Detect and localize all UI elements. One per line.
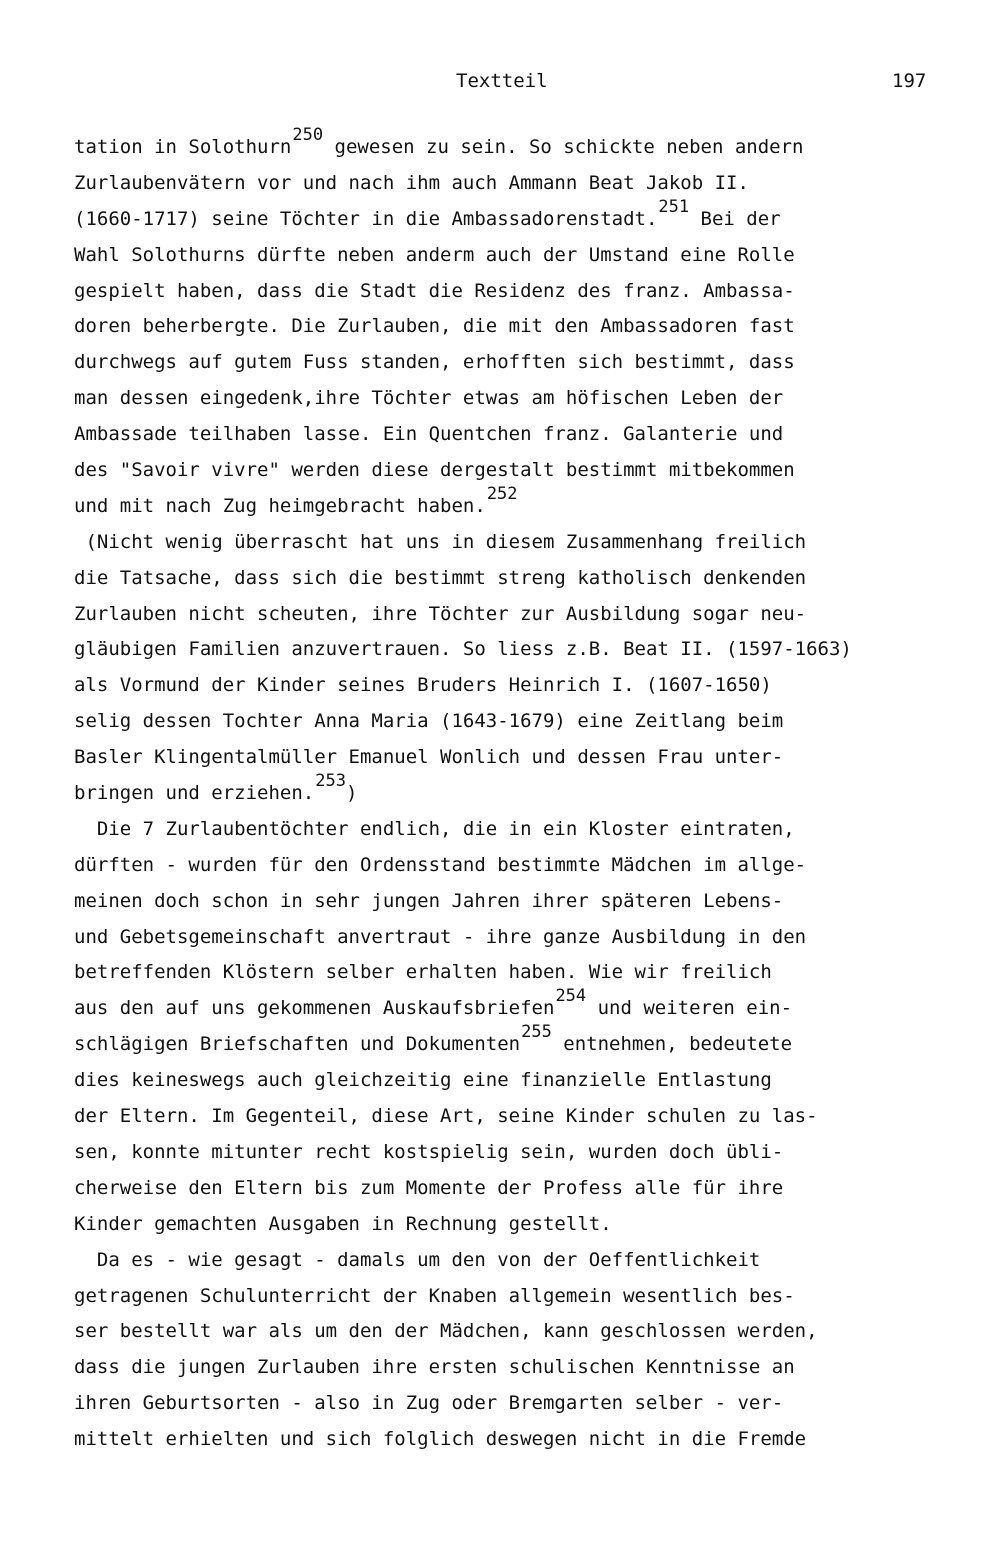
text-run: (Nicht wenig überrascht hat uns in diesem Zusammenhang freilich [74,530,807,553]
text-run: (1660-1717) seine Töchter in die Ambassadorenstadt. [74,207,658,230]
footnote-marker: 252 [486,483,518,504]
text-line [74,848,954,884]
text-line [74,668,954,704]
text-run: Kinder gemachten Ausgaben in Rechnung gestellt. [74,1212,612,1235]
text-run: gläubigen Familien anzuvertrauen. So liess z.B. Beat II. (1597-1663) [74,638,852,661]
text-run: meinen doch schon in sehr jungen Jahren ihrer späteren Lebens- [74,889,784,912]
text-run: schlägigen Briefschaften und Dokumenten [74,1033,521,1056]
footnote-marker: 250 [292,125,324,145]
text-run: tation in Solothurn [74,136,292,158]
footnote-marker: 253 [315,771,346,792]
text-run: Ambassade teilhaben lasse. Ein Quentchen franz. Galanterie und [74,423,784,446]
text-run: selig dessen Tochter Anna Maria (1643-1679) eine Zeitlang beim [74,710,784,733]
text-line [74,166,954,202]
footnote-marker: 251 [658,196,690,217]
text-run: durchwegs auf gutem Fuss standen, erhofften sich bestimmt, dass [74,351,795,374]
text-run: und mit nach Zug heimgebracht haben. [74,494,486,517]
text-run: doren beherbergte. Die Zurlauben, die mit den Ambassadoren fast [74,315,795,338]
footnote-marker: 255 [521,1022,552,1043]
text-run: getragenen Schulunterricht der Knaben allgemein wesentlich bes- [74,1284,795,1307]
text-line [74,525,954,561]
text-line [74,1207,954,1243]
body-text [74,125,954,1458]
text-line [74,704,954,740]
text-run: dies keineswegs auch gleichzeitig eine finanzielle Entlastung [74,1069,772,1092]
text-line [74,125,954,166]
text-run: Die 7 Zurlaubentöchter endlich, die in ein Kloster eintraten, [74,817,795,840]
text-run: mittelt erhielten und sich folglich deswegen nicht in die Fremde [74,1428,807,1451]
text-run: als Vormund der Kinder seines Bruders Heinrich I. (1607-1650) [74,674,772,697]
text-line [74,771,954,812]
text-line [74,309,954,345]
text-run: gespielt haben, dass die Stadt die Residenz des franz. Ambassa- [74,279,795,302]
text-run: aus den auf uns gekommenen Auskaufsbriefen [74,997,555,1020]
text-run: der Eltern. Im Gegenteil, diese Art, seine Kinder schulen zu las- [74,1105,818,1128]
text-line [74,238,954,274]
text-line [74,632,954,668]
text-line [74,597,954,633]
text-line [74,561,954,597]
text-line [74,345,954,381]
text-line [74,196,954,238]
text-run: sen, konnte mitunter recht kostspielig sein, wurden doch übli- [74,1140,784,1163]
text-run: des "Savoir vivre" werden diese dergestalt bestimmt mitbekommen [74,459,795,482]
text-run: Zurlaubenvätern vor und nach ihm auch Ammann Beat Jakob II. [74,171,749,194]
text-run: dass die jungen Zurlauben ihre ersten schulischen Kenntnisse an [74,1356,795,1379]
text-run: Da es - wie gesagt - damals um den von der Oeffentlichkeit [74,1248,761,1271]
text-run: cherweise den Eltern bis zum Momente der Profess alle für ihre [74,1176,784,1199]
text-run: bringen und erziehen. [74,782,315,805]
text-line [74,1243,954,1279]
text-line [74,274,954,310]
text-run: Bei der [689,207,781,230]
text-run: ihren Geburtsorten - also in Zug oder Bremgarten selber - ver- [74,1392,784,1415]
text-run: die Tatsache, dass sich die bestimmt streng katholisch denkenden [74,566,807,589]
text-run: Zurlauben nicht scheuten, ihre Töchter zur Ausbildung sogar neu- [74,602,807,625]
text-run: dürften - wurden für den Ordensstand bestimmte Mädchen im allge- [74,853,807,876]
text-run: gewesen zu sein. So schickte neben andern [323,136,804,158]
text-run: ser bestellt war als um den der Mädchen, kann geschlossen werden, [74,1320,818,1343]
text-line [74,1350,954,1386]
text-run: ) [345,782,358,805]
page-number: 197 [892,70,927,92]
text-line [74,1279,954,1315]
text-line [74,920,954,956]
footnote-marker: 254 [555,986,587,1007]
text-line [74,1314,954,1350]
text-line [74,812,954,848]
text-run: und weiteren ein- [586,997,793,1020]
page-header [0,70,1000,96]
text-line [74,884,954,920]
text-line [74,955,954,991]
text-line [74,1386,954,1422]
text-line [74,1099,954,1135]
text-line [74,1022,954,1063]
text-line [74,740,954,776]
running-title: Textteil [456,70,548,92]
text-line [74,483,954,525]
text-run: betreffenden Klöstern selber erhalten haben. Wie wir freilich [74,961,772,984]
text-line [74,381,954,417]
text-line [74,1135,954,1171]
text-run: entnehmen, bedeutete [551,1033,793,1056]
text-run: und Gebetsgemeinschaft anvertraut - ihre ganze Ausbildung in den [74,925,807,948]
text-run: man dessen eingedenk,ihre Töchter etwas am höfischen Leben der [74,387,784,410]
text-line [74,1063,954,1099]
text-run: Basler Klingentalmüller Emanuel Wonlich und dessen Frau unter- [74,746,784,769]
text-line [74,1171,954,1207]
text-line [74,1422,954,1458]
text-line [74,986,954,1027]
text-run: Wahl Solothurns dürfte neben anderm auch der Umstand eine Rolle [74,243,795,266]
text-line [74,417,954,453]
